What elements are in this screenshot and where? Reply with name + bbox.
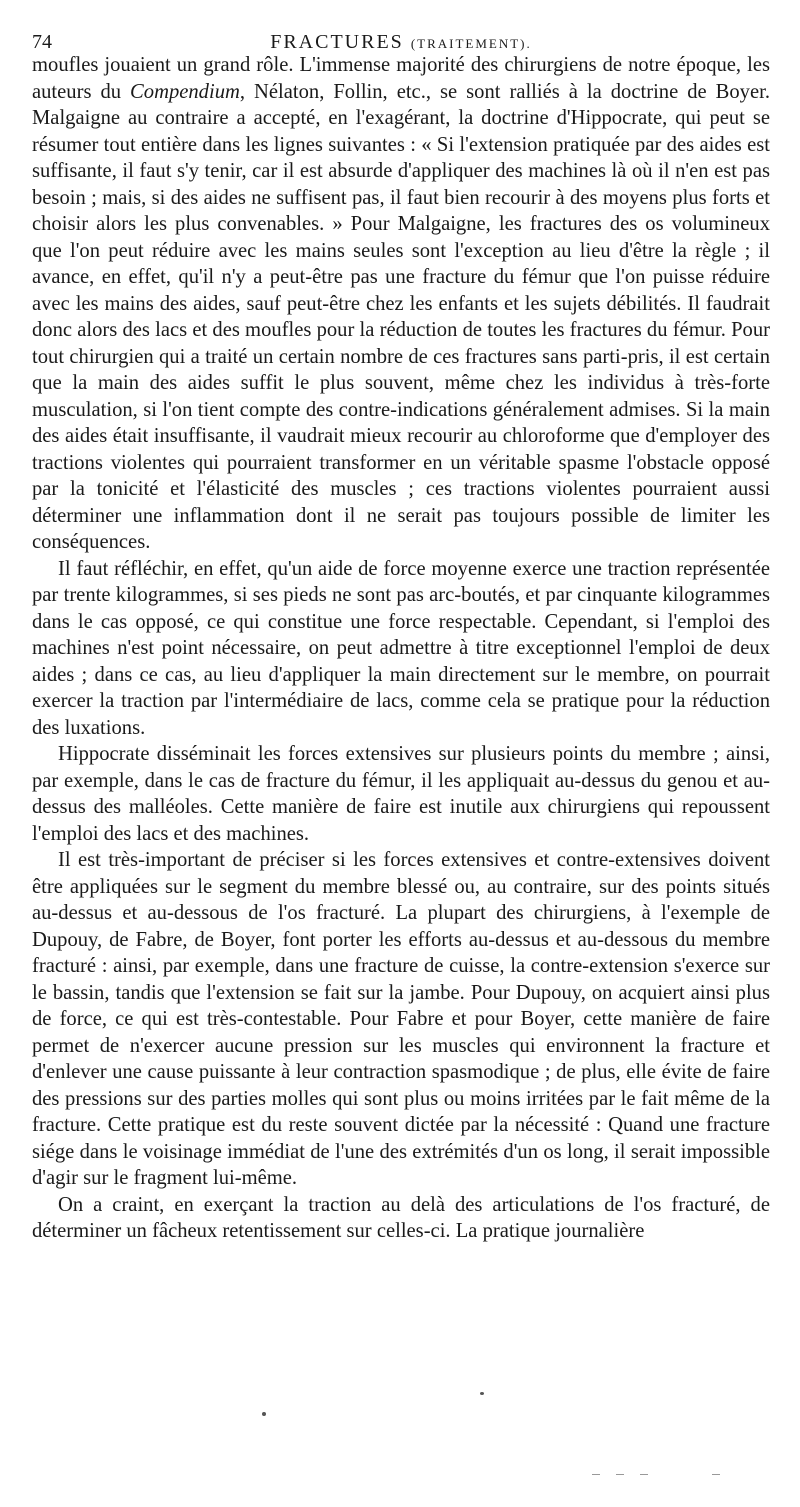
paragraph-1-italic-title: Compendium (130, 80, 240, 103)
scan-mark (616, 1474, 624, 1475)
paragraph-1-start: moufles jouaient un grand rôle. L'immense majorité des chirurgiens de notre époque, les auteurs du (32, 54, 770, 103)
scan-mark (640, 1474, 648, 1475)
paragraph-1-rest: , Nélaton, Follin, etc., se sont ralliés à la doctrine de Boyer. Malgaigne au contraire a accepté, en l'exagérant, la doctrine d'Hippocrate, qui peut se résumer tout entière dans les lignes suivantes : « Si l'extension pratiquée par des aides est suffisante, il faut s'y tenir, car il est absurde d'appliquer des machines là où il n'en est pas besoin ; mais, si des aides ne suffisent pas, il faut bien recourir à des moyens plus forts et choisir alors les plus convenables. » Pour Malgaigne, les fractures des os volumineux que l'on peut réduire avec les mains seules sont l'exception au lieu d'être la règle ; il avance, en effet, qu'il n'y a peut-être pas une fracture du fémur que l'on puisse réduire avec les mains des aides, sauf peut-être chez les enfants et les sujets débilités. Il faudrait donc alors des lacs et des moufles pour la réduction de toutes les fractures du fémur. Pour tout chirurgien qui a traité un certain nombre de ces fractures sans parti-pris, il est certain que la main des aides suffit le plus souvent, même chez les individus à très-forte musculation, si l'on tient compte des contre-indications généralement admises. Si la main des aides était insuffisante, il vaudrait mieux recourir au chloroforme que d'employer des tractions violentes qui pourraient transformer en un véritable spasme l'obstacle opposé par la tonicité et l'élasticité des muscles ; ces tractions violentes pourraient aussi déterminer une inflammation dont il ne serait pas toujours possible de limiter les conséquences. (32, 80, 770, 553)
paragraph-1 (32, 52, 770, 556)
paragraph-3: Hippocrate disséminait les forces extensives sur plusieurs points du membre ; ainsi, par exemple, dans le cas de fracture du fémur, il les appliquait au-dessus du genou et au-dessus des malléoles. Cette manière de faire est inutile aux chirurgiens qui repoussent l'emploi des lacs et des machines. (32, 743, 770, 845)
paragraph-2: Il faut réfléchir, en effet, qu'un aide de force moyenne exerce une traction représentée par trente kilogrammes, si ses pieds ne sont pas arc-boutés, et par cinquante kilogrammes dans le cas opposé, ce qui constitue une force respectable. Cependant, si l'emploi des machines n'est point nécessaire, on peut admettre à titre exceptionnel l'emploi de deux aides ; dans ce cas, au lieu d'appliquer la main directement sur le membre, on pourrait exercer la traction par l'intermédiaire de lacs, comme cela se pratique pour la réduction des luxations. (32, 557, 770, 739)
running-title (32, 30, 770, 56)
running-title-subtitle: (TRAITEMENT). (410, 36, 532, 51)
running-title-main: FRACTURES (270, 31, 404, 53)
page-number: 74 (32, 31, 52, 53)
scan-mark (592, 1474, 600, 1475)
running-head (32, 0, 770, 52)
scan-mark (712, 1474, 720, 1475)
paragraph-5: On a craint, en exerçant la traction au delà des articulations de l'os fracturé, de déterminer un fâcheux retentissement sur celles-ci. La pratique journalière (32, 1193, 770, 1242)
book-page (32, 0, 770, 1245)
scan-speck (480, 1392, 484, 1395)
body-text (32, 52, 770, 1245)
scan-speck (262, 1412, 266, 1416)
paragraph-4: Il est très-important de préciser si les forces extensives et contre-extensives doivent être appliquées sur le segment du membre blessé ou, au contraire, sur des points situés au-dessus et au-dessous de l'os fracturé. La plupart des chirurgiens, à l'exemple de Dupouy, de Fabre, de Boyer, font porter les efforts au-dessus et au-dessous du membre fracturé : ainsi, par exemple, dans une fracture de cuisse, la contre-extension s'exerce sur le bassin, tandis que l'extension se fait sur la jambe. Pour Dupouy, on acquiert ainsi plus de force, ce qui est très-contestable. Pour Fabre et pour Boyer, cette manière de faire permet de n'exercer aucune pression sur les muscles qui environnent la fracture et d'enlever une cause puissante à leur contraction spasmodique ; de plus, elle évite de faire des pressions sur des parties molles qui sont plus ou moins irritées par le fait même de la fracture. Cette pratique est du reste souvent dictée par la nécessité : Quand une fracture siége dans le voisinage immédiat de l'une des extrémités d'un os long, il serait impossible d'agir sur le fragment lui-même. (32, 849, 770, 1189)
